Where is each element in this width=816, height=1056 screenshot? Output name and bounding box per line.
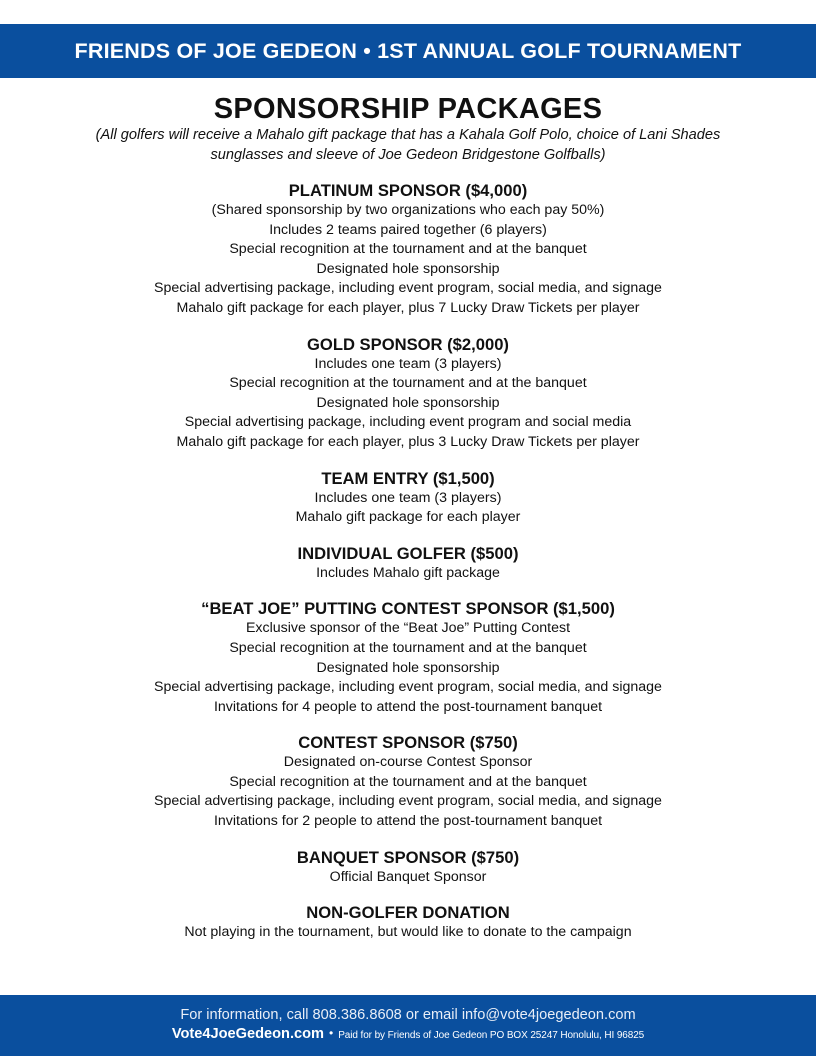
package-platinum-sponsor xyxy=(0,181,816,319)
package-benefit: Includes one team (3 players) xyxy=(314,355,502,372)
package-benefit: Designated hole sponsorship xyxy=(316,659,500,676)
package-individual-golfer xyxy=(0,544,816,584)
package-title: PLATINUM SPONSOR ($4,000) xyxy=(288,181,528,200)
package-gold-sponsor xyxy=(0,335,816,453)
package-benefit: Designated hole sponsorship xyxy=(316,394,500,411)
package-benefit: Special recognition at the tournament and at the banquet xyxy=(229,773,587,790)
package-contest-sponsor xyxy=(0,733,816,831)
package-title: NON-GOLFER DONATION xyxy=(306,903,510,923)
header-banner xyxy=(0,24,816,78)
package-benefit: Special recognition at the tournament and at the banquet xyxy=(229,241,587,258)
contact-info: For information, call 808.386.8608 or email info@vote4joegedeon.com xyxy=(180,1007,636,1023)
package-title: GOLD SPONSOR ($2,000) xyxy=(307,334,509,354)
package-benefit: Includes Mahalo gift package xyxy=(316,564,500,581)
package-benefit: Includes one team (3 players) xyxy=(314,489,502,506)
footer-credits xyxy=(0,1026,816,1042)
package-benefit: Exclusive sponsor of the “Beat Joe” Putting Contest xyxy=(245,620,571,637)
package-benefit: Special advertising package, including event program, social media, and signage xyxy=(154,679,662,696)
package-benefit: Mahalo gift package for each player, plus 3 Lucky Draw Tickets per player xyxy=(176,433,640,450)
package-list xyxy=(0,181,816,943)
package-benefit: Special recognition at the tournament and at the banquet xyxy=(229,639,587,656)
package-benefit: Invitations for 4 people to attend the post-tournament banquet xyxy=(213,698,603,715)
package-benefit: (Shared sponsorship by two organizations who each pay 50%) xyxy=(211,202,605,218)
bullet-separator: • xyxy=(329,1026,334,1040)
package-banquet-sponsor xyxy=(0,848,816,888)
package-benefit: Special advertising package, including event program, social media, and signage xyxy=(154,280,662,297)
package-beat-joe-putting-contest-sponsor xyxy=(0,599,816,717)
package-benefit: Mahalo gift package for each player, plus 7 Lucky Draw Tickets per player xyxy=(176,299,640,316)
intro-note: (All golfers will receive a Mahalo gift package that has a Kahala Golf Polo, choice of Lani Shades sunglasses and sleeve of Joe Gedeon Bridgestone Golfballs) xyxy=(95,127,721,163)
package-title: TEAM ENTRY ($1,500) xyxy=(321,468,495,488)
package-benefit: Designated hole sponsorship xyxy=(316,260,500,277)
package-benefit: Official Banquet Sponsor xyxy=(329,868,487,885)
package-title: “BEAT JOE” PUTTING CONTEST SPONSOR ($1,500) xyxy=(201,599,615,619)
header-title: FRIENDS OF JOE GEDEON • 1ST ANNUAL GOLF TOURNAMENT xyxy=(74,38,742,63)
package-team-entry xyxy=(0,469,816,528)
package-benefit: Invitations for 2 people to attend the post-tournament banquet xyxy=(213,813,603,830)
package-benefit: Mahalo gift package for each player xyxy=(295,509,521,526)
website-link[interactable]: Vote4JoeGedeon.com xyxy=(171,1026,325,1042)
package-benefit: Not playing in the tournament, but would like to donate to the campaign xyxy=(184,924,632,941)
package-non-golfer-donation xyxy=(0,903,816,943)
package-benefit: Special recognition at the tournament and at the banquet xyxy=(229,375,587,392)
package-title: CONTEST SPONSOR ($750) xyxy=(298,733,518,753)
sponsorship-content xyxy=(0,92,816,943)
package-benefit: Special advertising package, including event program and social media xyxy=(184,414,632,431)
package-title: BANQUET SPONSOR ($750) xyxy=(296,847,520,867)
paid-for-disclaimer: Paid for by Friends of Joe Gedeon PO BOX 25247 Honolulu, HI 96825 xyxy=(338,1030,645,1041)
package-title: INDIVIDUAL GOLFER ($500) xyxy=(297,543,519,563)
page-title: SPONSORSHIP PACKAGES xyxy=(213,93,603,125)
footer-banner xyxy=(0,995,816,1056)
package-benefit: Designated on-course Contest Sponsor xyxy=(283,754,533,771)
package-benefit: Special advertising package, including event program, social media, and signage xyxy=(154,793,662,810)
package-benefit: Includes 2 teams paired together (6 players) xyxy=(269,221,547,238)
